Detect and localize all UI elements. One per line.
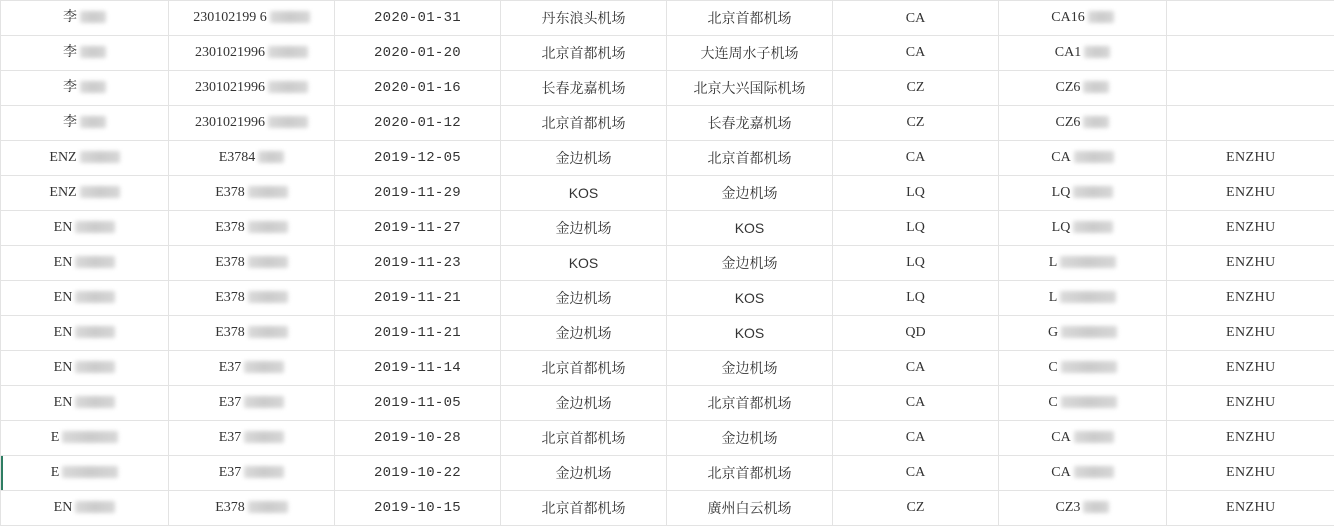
departure-airport-cell: 金边机场 — [501, 141, 667, 176]
id-number-cell — [169, 316, 335, 351]
arrival-airport-cell: 北京首都机场 — [667, 141, 833, 176]
departure-airport-cell: 金边机场 — [501, 386, 667, 421]
flight-number-cell-text: C — [1048, 351, 1057, 385]
redaction-block — [1083, 81, 1109, 93]
redaction-block — [80, 151, 120, 163]
passenger-name-cell — [1, 491, 169, 526]
table-row[interactable] — [1, 176, 1334, 211]
operator-cell — [1167, 71, 1334, 106]
departure-airport-cell: 北京首都机场 — [501, 351, 667, 386]
departure-airport-cell: 丹东浪头机场 — [501, 1, 667, 36]
redaction-block — [268, 116, 308, 128]
redaction-block — [248, 256, 288, 268]
table-row[interactable] — [1, 141, 1334, 176]
table-row[interactable] — [1, 491, 1334, 526]
redaction-block — [1074, 466, 1114, 478]
airline-code-cell: CZ — [833, 71, 999, 106]
passenger-name-cell-inner — [51, 421, 119, 455]
arrival-airport-cell: 金边机场 — [667, 176, 833, 211]
flight-number-cell-inner — [1049, 281, 1117, 315]
flight-number-cell-text: L — [1049, 246, 1058, 280]
redaction-block — [75, 396, 115, 408]
redaction-block — [248, 221, 288, 233]
redaction-block — [1088, 11, 1114, 23]
passenger-name-cell — [1, 141, 169, 176]
id-number-cell-text: E37 — [219, 421, 242, 455]
id-number-cell — [169, 456, 335, 491]
arrival-airport-cell: 北京首都机场 — [667, 456, 833, 491]
flight-number-cell-text: LQ — [1052, 176, 1071, 210]
flight-number-cell-inner — [1056, 106, 1110, 140]
arrival-airport-cell: 北京大兴国际机场 — [667, 71, 833, 106]
flight-date-cell: 2020-01-12 — [335, 106, 501, 141]
passenger-name-cell-inner — [49, 176, 119, 210]
id-number-cell — [169, 386, 335, 421]
flight-number-cell — [999, 1, 1167, 36]
passenger-name-cell — [1, 421, 169, 456]
flight-number-cell-text: CA16 — [1051, 1, 1084, 35]
airline-code-cell: CA — [833, 456, 999, 491]
operator-cell: ENZHU — [1167, 351, 1334, 386]
departure-airport-cell: 北京首都机场 — [501, 491, 667, 526]
redaction-block — [1060, 256, 1116, 268]
flight-number-cell-inner — [1048, 386, 1116, 420]
operator-cell: ENZHU — [1167, 246, 1334, 281]
table-row[interactable] — [1, 211, 1334, 246]
id-number-cell-inner — [215, 491, 288, 525]
id-number-cell-inner — [215, 246, 288, 280]
passenger-name-cell-inner — [51, 456, 119, 490]
flight-date-cell: 2019-12-05 — [335, 141, 501, 176]
passenger-name-cell — [1, 1, 169, 36]
flight-number-cell-inner — [1048, 316, 1117, 350]
id-number-cell-text: E3784 — [219, 141, 256, 175]
flight-date-cell: 2019-10-22 — [335, 456, 501, 491]
flight-number-cell-text: CA — [1051, 456, 1070, 490]
table-body — [1, 1, 1334, 526]
flight-date-cell: 2019-11-05 — [335, 386, 501, 421]
redaction-block — [248, 291, 288, 303]
operator-cell: ENZHU — [1167, 421, 1334, 456]
flight-number-cell — [999, 351, 1167, 386]
flight-number-cell-text: LQ — [1052, 211, 1071, 245]
id-number-cell — [169, 351, 335, 386]
flight-number-cell-inner — [1051, 141, 1113, 175]
passenger-name-cell-text: 李 — [63, 106, 77, 140]
passenger-name-cell-inner — [54, 211, 116, 245]
id-number-cell — [169, 141, 335, 176]
arrival-airport-cell: KOS — [667, 281, 833, 316]
flight-number-cell-inner — [1052, 211, 1114, 245]
departure-airport-cell: 长春龙嘉机场 — [501, 71, 667, 106]
flight-number-cell — [999, 36, 1167, 71]
passenger-name-cell-inner — [54, 316, 116, 350]
id-number-cell-inner — [219, 351, 285, 385]
redaction-block — [248, 186, 288, 198]
airline-code-cell: CA — [833, 386, 999, 421]
flight-number-cell-text: G — [1048, 316, 1058, 350]
passenger-name-cell — [1, 211, 169, 246]
id-number-cell-inner — [195, 71, 308, 105]
flight-number-cell-text: CA1 — [1055, 36, 1081, 70]
passenger-name-cell — [1, 36, 169, 71]
id-number-cell — [169, 246, 335, 281]
id-number-cell-inner — [195, 36, 308, 70]
airline-code-cell: LQ — [833, 246, 999, 281]
flight-date-cell: 2020-01-20 — [335, 36, 501, 71]
flight-number-cell-inner — [1056, 71, 1110, 105]
table-row[interactable] — [1, 71, 1334, 106]
redaction-block — [75, 221, 115, 233]
redaction-block — [80, 46, 106, 58]
id-number-cell-inner — [219, 456, 285, 490]
redaction-block — [75, 291, 115, 303]
passenger-name-cell-inner — [63, 1, 106, 35]
id-number-cell — [169, 106, 335, 141]
flight-number-cell-text: CZ6 — [1056, 106, 1081, 140]
operator-cell — [1167, 1, 1334, 36]
passenger-name-cell-inner — [54, 351, 116, 385]
flight-number-cell — [999, 106, 1167, 141]
passenger-name-cell-inner — [54, 246, 116, 280]
operator-cell: ENZHU — [1167, 176, 1334, 211]
redaction-block — [75, 501, 115, 513]
id-number-cell-text: E37 — [219, 351, 242, 385]
id-number-cell-text: E378 — [215, 491, 245, 525]
passenger-name-cell-text: EN — [54, 491, 73, 525]
flight-number-cell-text: C — [1048, 386, 1057, 420]
airline-code-cell: LQ — [833, 211, 999, 246]
redaction-block — [1074, 431, 1114, 443]
id-number-cell-text: 2301021996 — [195, 71, 265, 105]
redaction-block — [1083, 501, 1109, 513]
passenger-name-cell — [1, 71, 169, 106]
arrival-airport-cell: 金边机场 — [667, 246, 833, 281]
airline-code-cell: CA — [833, 1, 999, 36]
departure-airport-cell: 金边机场 — [501, 316, 667, 351]
id-number-cell-inner — [215, 176, 288, 210]
passenger-name-cell-text: ENZ — [49, 176, 76, 210]
flight-number-cell — [999, 281, 1167, 316]
passenger-name-cell — [1, 316, 169, 351]
flight-date-cell: 2020-01-16 — [335, 71, 501, 106]
redaction-block — [268, 81, 308, 93]
arrival-airport-cell: 金边机场 — [667, 421, 833, 456]
operator-cell — [1167, 36, 1334, 71]
departure-airport-cell: 金边机场 — [501, 281, 667, 316]
flight-date-cell: 2019-11-29 — [335, 176, 501, 211]
operator-cell: ENZHU — [1167, 456, 1334, 491]
passenger-name-cell — [1, 456, 169, 491]
id-number-cell — [169, 281, 335, 316]
flight-number-cell-inner — [1051, 1, 1113, 35]
flight-number-cell — [999, 246, 1167, 281]
id-number-cell-inner — [215, 281, 288, 315]
passenger-name-cell — [1, 281, 169, 316]
id-number-cell-inner — [215, 211, 288, 245]
flight-number-cell-inner — [1048, 351, 1116, 385]
passenger-name-cell-text: EN — [54, 281, 73, 315]
arrival-airport-cell: KOS — [667, 316, 833, 351]
passenger-name-cell-inner — [63, 36, 106, 70]
passenger-name-cell-text: 李 — [63, 36, 77, 70]
passenger-name-cell — [1, 351, 169, 386]
flight-date-cell: 2019-11-23 — [335, 246, 501, 281]
passenger-name-cell-text: EN — [54, 246, 73, 280]
redaction-block — [62, 466, 118, 478]
table-row[interactable] — [1, 456, 1334, 491]
redaction-block — [248, 326, 288, 338]
redaction-block — [1084, 46, 1110, 58]
flight-number-cell-inner — [1056, 491, 1110, 525]
redaction-block — [1061, 361, 1117, 373]
passenger-name-cell-text: E — [51, 421, 60, 455]
passenger-name-cell-text: 李 — [63, 1, 77, 35]
passenger-name-cell-text: ENZ — [49, 141, 76, 175]
passenger-name-cell-inner — [54, 281, 116, 315]
id-number-cell-inner — [195, 106, 308, 140]
passenger-name-cell-inner — [63, 106, 106, 140]
id-number-cell — [169, 1, 335, 36]
passenger-name-cell-inner — [63, 71, 106, 105]
id-number-cell-inner — [219, 141, 285, 175]
airline-code-cell: LQ — [833, 281, 999, 316]
departure-airport-cell: KOS — [501, 246, 667, 281]
operator-cell: ENZHU — [1167, 281, 1334, 316]
table-row[interactable] — [1, 106, 1334, 141]
flight-number-cell — [999, 141, 1167, 176]
id-number-cell-inner — [215, 316, 288, 350]
passenger-name-cell-inner — [49, 141, 119, 175]
id-number-cell — [169, 36, 335, 71]
flight-number-cell — [999, 386, 1167, 421]
flight-date-cell: 2019-10-15 — [335, 491, 501, 526]
flight-number-cell — [999, 176, 1167, 211]
id-number-cell — [169, 421, 335, 456]
arrival-airport-cell: 大连周水子机场 — [667, 36, 833, 71]
redaction-block — [1083, 116, 1109, 128]
operator-cell: ENZHU — [1167, 141, 1334, 176]
flight-number-cell-inner — [1051, 456, 1113, 490]
table-row[interactable] — [1, 386, 1334, 421]
id-number-cell-text: 2301021996 — [195, 36, 265, 70]
arrival-airport-cell: KOS — [667, 211, 833, 246]
flight-number-cell — [999, 316, 1167, 351]
id-number-cell-text: E378 — [215, 316, 245, 350]
operator-cell: ENZHU — [1167, 316, 1334, 351]
passenger-name-cell-text: E — [51, 456, 60, 490]
id-number-cell-inner — [219, 386, 285, 420]
redaction-block — [1061, 326, 1117, 338]
airline-code-cell: CZ — [833, 106, 999, 141]
redaction-block — [1060, 291, 1116, 303]
airline-code-cell: CA — [833, 421, 999, 456]
table-row[interactable] — [1, 246, 1334, 281]
flight-number-cell-text: CZ6 — [1056, 71, 1081, 105]
passenger-name-cell — [1, 386, 169, 421]
flight-number-cell-text: CA — [1051, 141, 1070, 175]
passenger-name-cell — [1, 106, 169, 141]
redaction-block — [244, 396, 284, 408]
flight-number-cell-text: L — [1049, 281, 1058, 315]
flight-number-cell — [999, 491, 1167, 526]
arrival-airport-cell: 北京首都机场 — [667, 386, 833, 421]
id-number-cell-text: E378 — [215, 281, 245, 315]
redaction-block — [270, 11, 310, 23]
redaction-block — [248, 501, 288, 513]
id-number-cell-text: 230102199 6 — [193, 1, 267, 35]
redaction-block — [1073, 221, 1113, 233]
departure-airport-cell: 北京首都机场 — [501, 106, 667, 141]
id-number-cell-text: 2301021996 — [195, 106, 265, 140]
id-number-cell — [169, 211, 335, 246]
flight-number-cell-text: CA — [1051, 421, 1070, 455]
redaction-block — [1061, 396, 1117, 408]
redaction-block — [244, 466, 284, 478]
departure-airport-cell: 金边机场 — [501, 211, 667, 246]
departure-airport-cell: 北京首都机场 — [501, 421, 667, 456]
departure-airport-cell: 北京首都机场 — [501, 36, 667, 71]
id-number-cell-text: E378 — [215, 211, 245, 245]
table-row[interactable] — [1, 421, 1334, 456]
id-number-cell-text: E37 — [219, 456, 242, 490]
table-row[interactable] — [1, 351, 1334, 386]
airline-code-cell: CZ — [833, 491, 999, 526]
flight-date-cell: 2019-11-21 — [335, 316, 501, 351]
redaction-block — [75, 326, 115, 338]
operator-cell: ENZHU — [1167, 386, 1334, 421]
flight-number-cell — [999, 71, 1167, 106]
redaction-block — [1073, 186, 1113, 198]
flight-number-cell — [999, 421, 1167, 456]
arrival-airport-cell: 金边机场 — [667, 351, 833, 386]
flight-number-cell-text: CZ3 — [1056, 491, 1081, 525]
redaction-block — [268, 46, 308, 58]
redaction-block — [80, 81, 106, 93]
redaction-block — [80, 11, 106, 23]
flight-number-cell — [999, 456, 1167, 491]
flight-date-cell: 2019-10-28 — [335, 421, 501, 456]
flight-number-cell-inner — [1049, 246, 1117, 280]
arrival-airport-cell: 北京首都机场 — [667, 1, 833, 36]
airline-code-cell: CA — [833, 141, 999, 176]
id-number-cell-inner — [193, 1, 310, 35]
passenger-name-cell-text: 李 — [63, 71, 77, 105]
redaction-block — [80, 116, 106, 128]
arrival-airport-cell: 廣州白云机场 — [667, 491, 833, 526]
table-row[interactable] — [1, 36, 1334, 71]
redaction-block — [244, 431, 284, 443]
passenger-name-cell-text: EN — [54, 211, 73, 245]
passenger-name-cell-text: EN — [54, 351, 73, 385]
airline-code-cell: CA — [833, 36, 999, 71]
airline-code-cell: LQ — [833, 176, 999, 211]
table-row[interactable] — [1, 1, 1334, 36]
flight-date-cell: 2019-11-21 — [335, 281, 501, 316]
id-number-cell-text: E378 — [215, 246, 245, 280]
operator-cell: ENZHU — [1167, 491, 1334, 526]
id-number-cell-text: E37 — [219, 386, 242, 420]
redaction-block — [75, 361, 115, 373]
airline-code-cell: QD — [833, 316, 999, 351]
arrival-airport-cell: 长春龙嘉机场 — [667, 106, 833, 141]
flight-number-cell — [999, 211, 1167, 246]
passenger-name-cell-inner — [54, 491, 116, 525]
id-number-cell-text: E378 — [215, 176, 245, 210]
departure-airport-cell: 金边机场 — [501, 456, 667, 491]
redaction-block — [1074, 151, 1114, 163]
departure-airport-cell: KOS — [501, 176, 667, 211]
flight-date-cell: 2020-01-31 — [335, 1, 501, 36]
redaction-block — [62, 431, 118, 443]
flight-date-cell: 2019-11-14 — [335, 351, 501, 386]
flight-number-cell-inner — [1051, 421, 1113, 455]
table-row[interactable] — [1, 281, 1334, 316]
passenger-name-cell-text: EN — [54, 316, 73, 350]
row-selection-marker — [1, 456, 3, 490]
passenger-name-cell — [1, 176, 169, 211]
redaction-block — [80, 186, 120, 198]
id-number-cell — [169, 71, 335, 106]
id-number-cell-inner — [219, 421, 285, 455]
id-number-cell — [169, 491, 335, 526]
redaction-block — [258, 151, 284, 163]
id-number-cell — [169, 176, 335, 211]
operator-cell — [1167, 106, 1334, 141]
passenger-name-cell-text: EN — [54, 386, 73, 420]
passenger-name-cell-inner — [54, 386, 116, 420]
passenger-name-cell — [1, 246, 169, 281]
airline-code-cell: CA — [833, 351, 999, 386]
flight-date-cell: 2019-11-27 — [335, 211, 501, 246]
flight-number-cell-inner — [1055, 36, 1110, 70]
flight-number-cell-inner — [1052, 176, 1114, 210]
redaction-block — [244, 361, 284, 373]
operator-cell: ENZHU — [1167, 211, 1334, 246]
redaction-block — [75, 256, 115, 268]
table-row[interactable] — [1, 316, 1334, 351]
